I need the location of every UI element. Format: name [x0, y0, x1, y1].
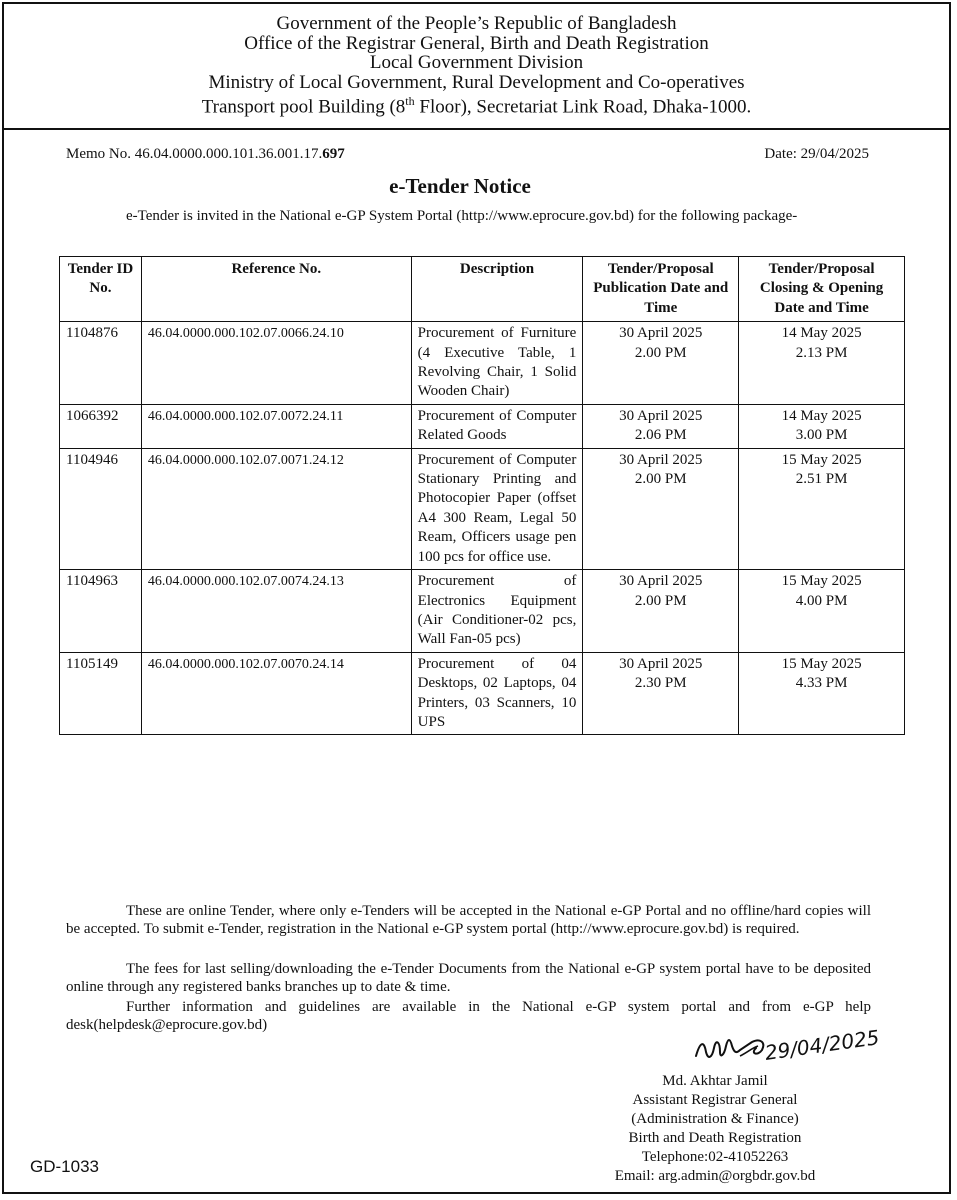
- tender-id: 1066392: [60, 404, 142, 448]
- signer-office: Birth and Death Registration: [628, 1130, 802, 1146]
- tender-id: 1104946: [60, 448, 142, 569]
- reference-no: 46.04.0000.000.102.07.0071.24.12: [141, 448, 411, 569]
- table-row: [60, 404, 905, 448]
- notice-date: Date: 29/04/2025: [764, 146, 869, 162]
- publication-datetime: [583, 448, 739, 569]
- closing-datetime: [739, 652, 905, 735]
- tender-id: 1105149: [60, 652, 142, 735]
- header-publication: Tender/Proposal Publication Date and Time: [583, 257, 739, 322]
- reference-no: 46.04.0000.000.102.07.0066.24.10: [141, 322, 411, 405]
- publication-datetime: [583, 570, 739, 653]
- publication-date: 30 April 2025: [619, 573, 703, 590]
- page-title: e-Tender Notice: [389, 174, 531, 198]
- closing-datetime: [739, 448, 905, 569]
- header-ministry: Ministry of Local Government, Rural Development and Co-operatives: [208, 71, 745, 93]
- closing-time: 4.00 PM: [795, 592, 848, 609]
- tender-id: 1104876: [60, 322, 142, 405]
- table-header-row: [60, 257, 905, 322]
- memo-number-bold: 697: [322, 146, 345, 162]
- tender-id: 1104963: [60, 570, 142, 653]
- description: Procurement of Furniture (4 Executive Table, 1 Revolving Chair, 1 Solid Wooden Chair): [411, 322, 583, 405]
- header-tender-id: Tender ID No.: [60, 257, 142, 322]
- header-reference: Reference No.: [141, 257, 411, 322]
- publication-time: 2.00 PM: [634, 344, 687, 361]
- publication-time: 2.30 PM: [634, 675, 687, 692]
- letterhead: [4, 4, 949, 130]
- address-part-2: Floor), Secretariat Link Road, Dhaka-1000.: [414, 96, 752, 118]
- closing-date: 14 May 2025: [781, 407, 862, 424]
- table-row: [60, 570, 905, 653]
- signer-title: Assistant Registrar General: [632, 1092, 798, 1108]
- publication-time: 2.06 PM: [634, 427, 687, 444]
- description: Procurement of Computer Related Goods: [411, 404, 583, 448]
- signer-email: Email: arg.admin@orgbdr.gov.bd: [614, 1168, 816, 1184]
- header-description: Description: [411, 257, 583, 322]
- intro-text: e-Tender is invited in the National e-GP System Portal (http://www.eprocure.gov.bd) for the following package-: [126, 208, 798, 224]
- closing-date: 15 May 2025: [781, 655, 862, 672]
- signer-phone: Telephone:02-41052263: [641, 1149, 789, 1165]
- signer-department: (Administration & Finance): [631, 1111, 799, 1127]
- description: Procurement of Electronics Equipment (Air Conditioner-02 pcs, Wall Fan-05 pcs): [411, 570, 583, 653]
- signature-date: 29/04/2025: [763, 1025, 881, 1065]
- footer-code: GD-1033: [30, 1157, 99, 1176]
- online-tender-paragraph: These are online Tender, where only e-Tenders will be accepted in the National e-GP Portal and no offline/hard copies will be accepted. To submit e-Tender, registration in the National e-GP system portal (http://www.eprocure.gov.bd) is required.: [66, 903, 871, 938]
- memo-number: [66, 146, 345, 163]
- description: Procurement of 04 Desktops, 02 Laptops, 04 Printers, 03 Scanners, 10 UPS: [411, 652, 583, 735]
- handwritten-signature: [690, 1012, 890, 1074]
- closing-time: 4.33 PM: [795, 675, 848, 692]
- closing-date: 15 May 2025: [781, 573, 862, 590]
- reference-no: 46.04.0000.000.102.07.0072.24.11: [141, 404, 411, 448]
- publication-date: 30 April 2025: [619, 655, 703, 672]
- header-division: Local Government Division: [369, 52, 584, 74]
- publication-date: 30 April 2025: [619, 325, 703, 342]
- closing-datetime: [739, 404, 905, 448]
- header-government: Government of the People’s Republic of Bangladesh: [276, 13, 677, 34]
- header-office: Office of the Registrar General, Birth and Death Registration: [244, 32, 709, 54]
- further-info-paragraph: Further information and guidelines are available in the National e-GP system portal and from e-GP help desk(helpdesk@eprocure.gov.bd): [66, 999, 871, 1034]
- closing-datetime: [739, 570, 905, 653]
- publication-time: 2.00 PM: [634, 592, 687, 609]
- closing-time: 2.13 PM: [795, 344, 848, 361]
- publication-time: 2.00 PM: [634, 471, 687, 488]
- header-address: [4, 92, 949, 117]
- publication-datetime: [583, 652, 739, 735]
- memo-label: Memo No. 46.04.0000.000.101.36.001.17.: [66, 146, 323, 162]
- closing-date: 14 May 2025: [781, 325, 862, 342]
- closing-date: 15 May 2025: [781, 451, 862, 468]
- closing-time: 2.51 PM: [795, 471, 848, 488]
- closing-datetime: [739, 322, 905, 405]
- publication-date: 30 April 2025: [619, 451, 703, 468]
- publication-datetime: [583, 404, 739, 448]
- reference-no: 46.04.0000.000.102.07.0074.24.13: [141, 570, 411, 653]
- header-closing: Tender/Proposal Closing & Opening Date and Time: [739, 257, 905, 322]
- tender-table: [59, 256, 905, 735]
- reference-no: 46.04.0000.000.102.07.0070.24.14: [141, 652, 411, 735]
- signer-block: [570, 1072, 860, 1186]
- table-row: [60, 652, 905, 735]
- address-superscript: th: [405, 94, 415, 109]
- closing-time: 3.00 PM: [795, 427, 848, 444]
- fees-paragraph: The fees for last selling/downloading the e-Tender Documents from the National e-GP system portal have to be deposited online through any registered banks branches up to date & time.: [66, 961, 871, 996]
- publication-date: 30 April 2025: [619, 407, 703, 424]
- description: Procurement of Computer Stationary Printing and Photocopier Paper (offset A4 300 Ream, Legal 50 Ream, Officers usage pen 100 pcs for office use.: [411, 448, 583, 569]
- publication-datetime: [583, 322, 739, 405]
- table-row: [60, 322, 905, 405]
- address-part-1: Transport pool Building (8: [201, 96, 406, 118]
- signer-name: Md. Akhtar Jamil: [662, 1073, 768, 1089]
- table-row: [60, 448, 905, 569]
